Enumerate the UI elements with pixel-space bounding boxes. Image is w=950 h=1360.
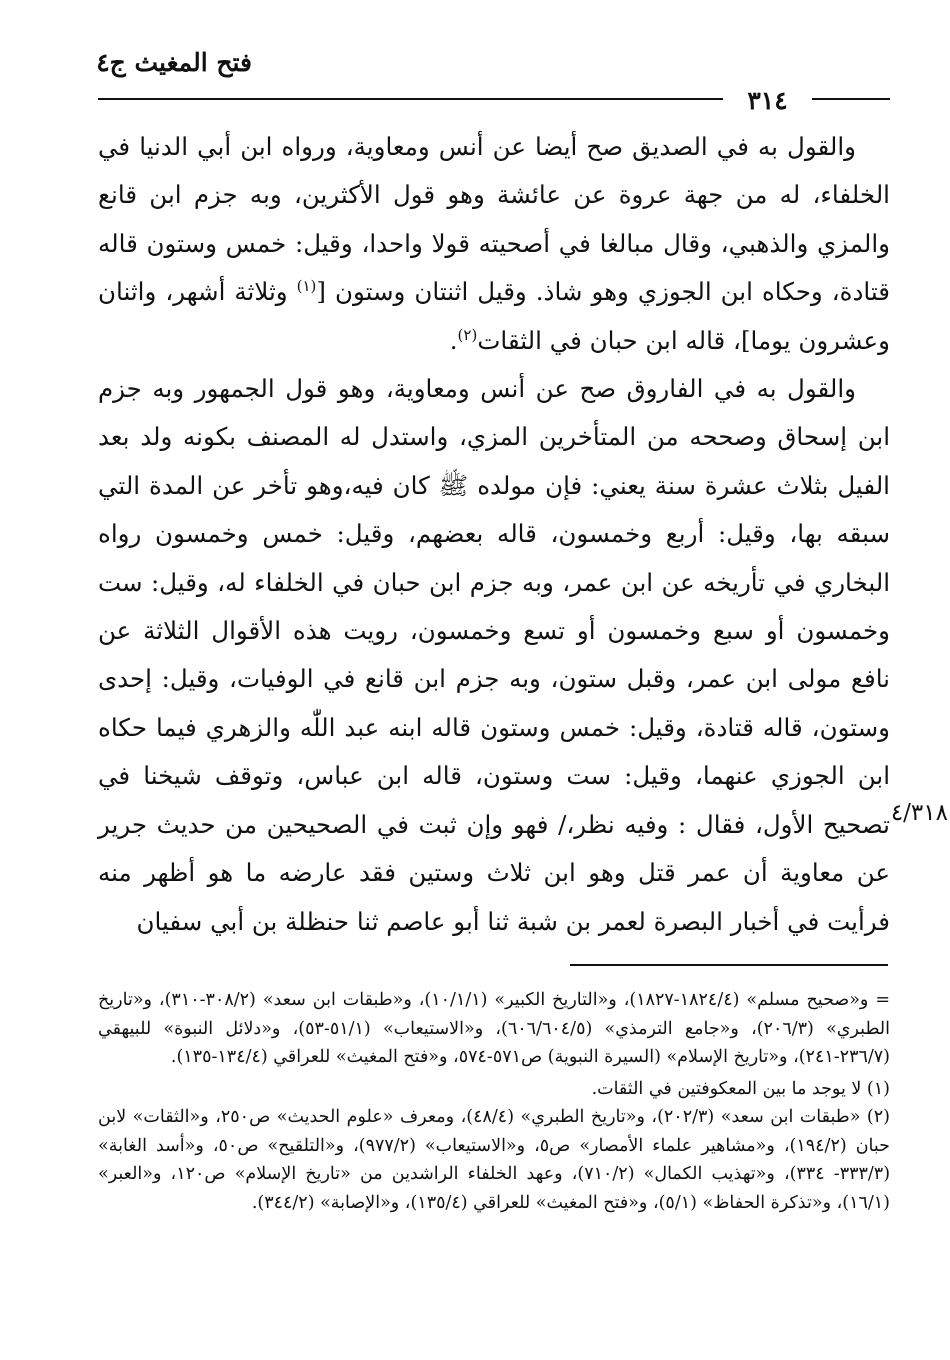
footnote-1: (١) لا يوجد ما بين المعكوفتين في الثقات. <box>591 1078 890 1099</box>
footnote-2: (٢) «طبقات ابن سعد» (٢٠٢/٣)، و«تاريخ الطبري» (٤٨/٤)، ومعرف «علوم الحديث» ص٢٥٠، و«الثقات» لابن حبان (١٩٤/٢)، و«مشاهير علماء الأمصار» ص٥، و«الاستيعاب» (٩٧٧/٢)، و«التلقيح» ص٥٠، و«أسد الغابة» (٣٣٣/٣- ٣٣٤)، و«تهذيب الكمال» (٧١٠/٢)، وعهد الخلفاء الراشدين من «تاريخ الإسلام» ص١٢٠، و«العبر» (١٦/١)، و«تذكرة الحفاظ» (٥/١)، و«فتح المغيث» للعراقي (١٣٥/٤)، و«الإصابة» (٣٤٤/٢). <box>98 1107 891 1213</box>
footnote-continuation: = و«صحيح مسلم» (١٨٢٤/٤-١٨٢٧)، و«التاريخ الكبير» (١٠/١/١)، و«طبقات ابن سعد» (٣٠٨/٢-٣١٠)، و«تاريخ الطبري» (٢٠٦/٣)، و«جامع الترمذي» (٦٠٦/٦٠٤/٥)، و«الاستيعاب» (٥١/١-٥٣)، و«دلائل النبوة» للبيهقي (٢٣٦/٧-٢٤١)، و«تاريخ الإسلام» (السيرة النبوية) ص٥٧١-٥٧٤، و«فتح المغيث» للعراقي (١٣٤/٤-١٣٥). <box>98 990 891 1067</box>
footnote-ref-2: (٢) <box>457 325 478 344</box>
footnote-separator <box>570 964 888 966</box>
header-rule-right <box>812 98 890 100</box>
paragraph-1-text-b: وثلاثة أشهر، واثنان وعشرون يوما]، قاله ابن حبان في الثقات <box>98 277 890 355</box>
paragraph-1-end: . <box>449 325 458 355</box>
header-rule-left <box>98 98 723 100</box>
footnote-ref-1: (١) <box>296 277 317 296</box>
margin-page-reference: ٤/٣١٨ <box>890 800 948 826</box>
paragraph-1-text-a: والقول به في الصديق صح أيضا عن أنس ومعاوية، ورواه ابن أبي الدنيا في الخلفاء، له من جهة عروة عن عائشة وهو قول الأكثرين، وبه جزم ابن قانع والمزي والذهبي، وقال مبالغا في أصحيته قولا واحدا، وقيل: خمس وستون قاله قتادة، وحكاه ابن الجوزي وهو شاذ. وقيل اثنتان وستون [ <box>98 132 890 307</box>
paragraph-abu-bakr <box>98 123 890 365</box>
page-number: ٣١٤ <box>747 86 788 115</box>
main-text <box>98 123 890 946</box>
paragraph-umar: والقول به في الفاروق صح عن أنس ومعاوية، وهو قول الجمهور وبه جزم ابن إسحاق وصححه من المتأخرين المزي، واستدل له المصنف بكونه ولد بعد الفيل بثلاث عشرة سنة يعني: فإن مولده ﷺ كان فيه،وهو تأخر عن المدة التي سبقه بها، وقيل: أربع وخمسون، قاله بعضهم، وقيل: خمس وخمسون رواه البخاري في تأريخه عن ابن عمر، وبه جزم ابن حبان في الخلفاء له، وقيل: ست وخمسون أو سبع وخمسون أو تسع وخمسون، رويت هذه الأقوال الثلاثة عن نافع مولى ابن عمر، وقبل ستون، وبه جزم ابن قانع في الوفيات، وقيل: إحدى وستون، قاله قتادة، وقيل: خمس وستون قاله ابنه عبد اللّٰه والزهري فيما حكاه ابن الجوزي عنهما، وقيل: ست وستون، قاله ابن عباس، وتوقف شيخنا في تصحيح الأول، فقال : وفيه نظر،/ فهو وإن ثبت في الصحيحين من حديث جرير عن معاوية أن عمر قتل وهو ابن ثلاث وستين فقد عارضه ما هو أظهر منه فرأيت في أخبار البصرة لعمر بن شبة ثنا أبو عاصم ثنا حنظلة بن أبي سفيان <box>98 374 890 936</box>
running-title: فتح المغيث ج٤ <box>96 48 252 77</box>
footnotes <box>98 986 890 1217</box>
